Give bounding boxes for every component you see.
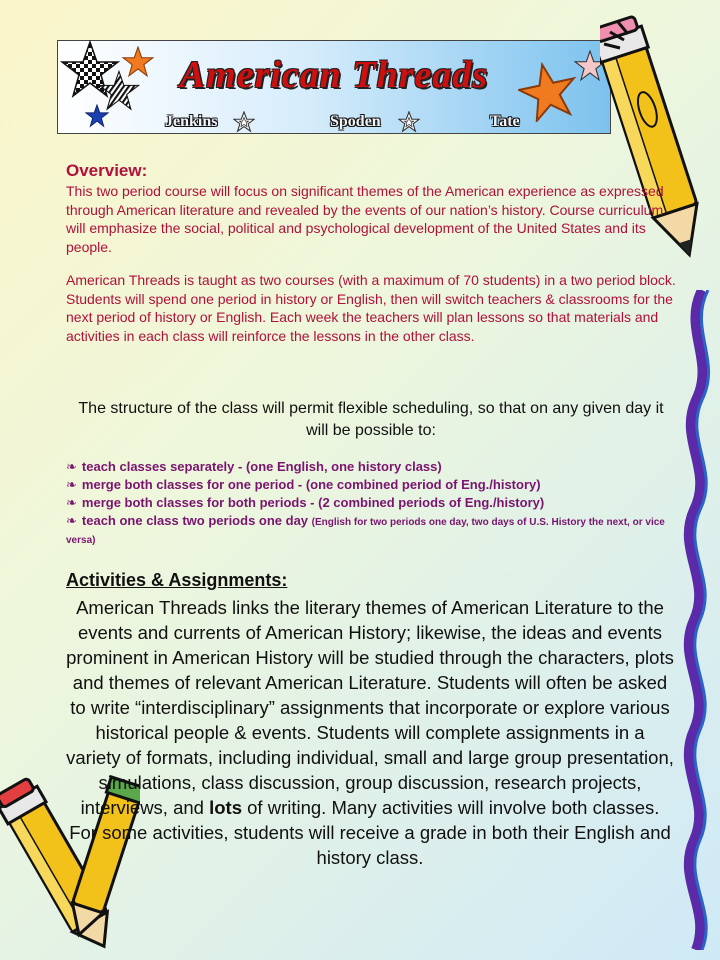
overview-paragraph-2: American Threads is taught as two courses (with a maximum of 70 students) in a two period block. Students will spend one period in history or English, then will switch teachers & classrooms for the next period of history or English. Each week the teachers will plan lessons so that materials and activities in each class will reinforce the lessons in the other class. — [66, 272, 676, 344]
list-item: ❧ teach one class two periods one day (English for two periods one day, two days of U.S. History the next, or vice versa) — [66, 513, 665, 546]
teacher-name-spoden: Spoden — [330, 113, 381, 130]
scheduling-options-list — [66, 458, 676, 548]
banner-title: American Threads — [179, 54, 489, 96]
overview-paragraph-1: This two period course will focus on significant themes of the American experience as expressed through American literature and revealed by the events of our nation’s history. Course curriculum will emphasize the social, political and psychological development of the United States and its people. — [66, 183, 664, 255]
small-star-icon — [233, 111, 255, 133]
list-item: ❧ merge both classes for both periods - (2 combined periods of Eng./history) — [66, 495, 545, 510]
small-star-icon — [398, 111, 420, 133]
fleuron-bullet-icon: ❧ — [66, 477, 77, 492]
fleuron-bullet-icon: ❧ — [66, 459, 77, 474]
orange-star-icon — [122, 46, 154, 78]
overview-heading: Overview: — [66, 161, 148, 180]
list-item: ❧ teach classes separately - (one English, one history class) — [66, 459, 442, 474]
blue-star-icon — [85, 104, 109, 128]
structure-intro: The structure of the class will permit flexible scheduling, so that on any given day it will be possible to: — [78, 400, 664, 439]
emphasis-text: lots — [209, 797, 242, 818]
purple-ribbon-border — [672, 290, 718, 950]
teacher-name-tate: Tate — [490, 113, 520, 130]
fleuron-bullet-icon: ❧ — [66, 495, 77, 510]
list-item-note: (English for two periods one day, two days of U.S. History the next, or vice versa) — [66, 517, 665, 546]
activities-body: American Threads links the literary themes of American Literature to the events and currents of American History; likewise, the ideas and events prominent in American History will be studied through the characters, plots and themes of relevant American Literature. Students will often be asked to write “interdisciplinary” assignments that incorporate or explore various historical people & events. Students will complete assignments in a variety of formats, including individual, small and large group presentation, simulations, class discussion, group discussion, research projects, interviews, and lots of writing. Many activities will involve both classes. For some activities, students will receive a grade in both their English and history class. — [66, 597, 674, 868]
list-item: ❧ merge both classes for one period - (one combined period of Eng./history) — [66, 477, 541, 492]
orange-star-icon — [518, 62, 578, 122]
activities-heading: Activities & Assignments: — [66, 570, 288, 590]
teacher-name-jenkins: Jenkins — [165, 113, 218, 130]
fleuron-bullet-icon: ❧ — [66, 513, 77, 528]
